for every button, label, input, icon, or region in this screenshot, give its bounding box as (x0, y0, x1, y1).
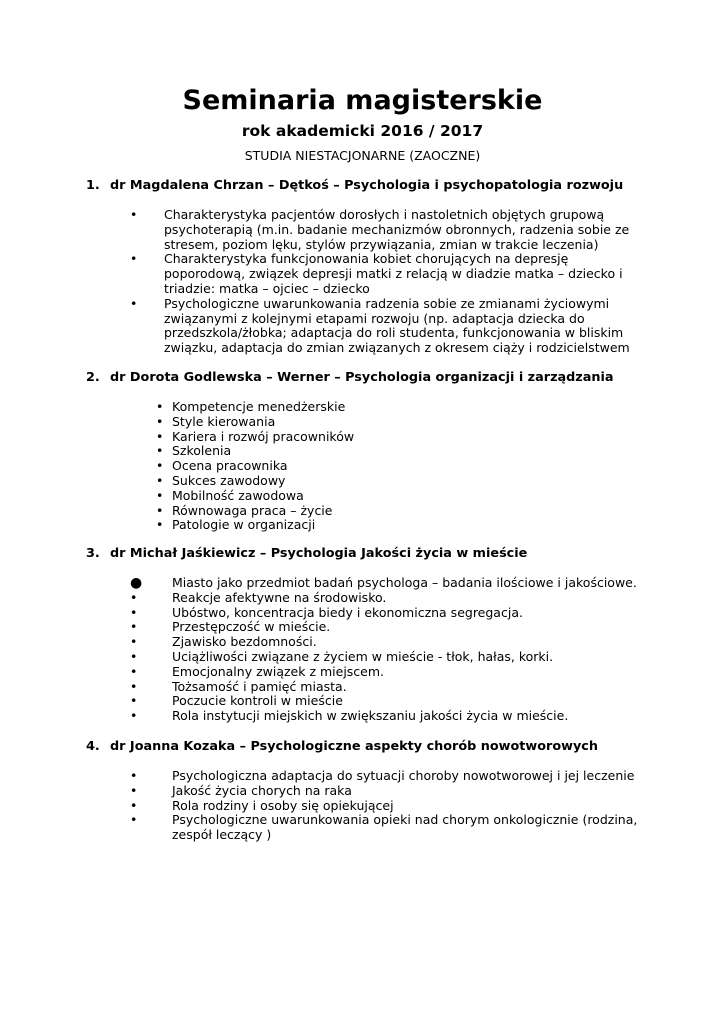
list-item-text: Rola rodziny i osoby się opiekującej (172, 797, 394, 813)
bullet-icon: • (130, 708, 138, 724)
bullet-icon: • (130, 604, 138, 620)
list-item-text: Charakterystyka funkcjonowania kobiet chorujących na depresję poporodową, związek depresji matki z relacją w diadzie matka – dziecko i triadzie: matka – ojciec – dziecko (164, 251, 623, 296)
list-item (130, 634, 652, 650)
bullet-icon: • (156, 502, 164, 518)
list-item (156, 443, 622, 459)
list-item-text: Przestępczość w mieście. (172, 619, 331, 635)
list-item-text: Psychologiczna adaptacja do sytuacji choroby nowotworowej i jej leczenie (172, 768, 635, 783)
list-item-text: Ocena pracownika (172, 458, 288, 474)
list-item (156, 399, 622, 415)
list-item-text: Reakcje afektywne na środowisko. (172, 589, 387, 605)
list-item (156, 428, 622, 445)
section-number: 2. (86, 370, 100, 385)
list-item (130, 797, 652, 814)
section-heading (86, 546, 686, 562)
bullet-icon: • (156, 458, 164, 474)
list-item-text: Miasto jako przedmiot badań psychologa – badania ilościowe i jakościowe. (172, 575, 637, 590)
list-item (130, 207, 634, 252)
section-heading (86, 370, 686, 386)
section-number: 1. (86, 178, 100, 193)
section-title: dr Dorota Godlewska – Werner – Psychologia organizacji i zarządzania (110, 370, 614, 385)
list-item-text: Równowaga praca – życie (172, 502, 333, 518)
list-item-text: Kompetencje menedżerskie (172, 399, 346, 414)
list-item-text: Rola instytucji miejskich w zwiększaniu jakości życia w mieście. (172, 708, 569, 724)
list-item (130, 575, 652, 591)
topic-list-4 (130, 768, 652, 843)
bullet-icon: • (130, 782, 138, 798)
bullet-icon: • (130, 251, 138, 267)
bullet-icon: • (130, 207, 138, 222)
list-item (130, 708, 652, 724)
bullet-icon: • (130, 678, 138, 694)
section-title: dr Magdalena Chrzan – Dętkoś – Psychologia i psychopatologia rozwoju (110, 178, 624, 193)
seminar-section-2 (86, 370, 686, 386)
list-item-text: Emocjonalny związek z miejscem. (172, 663, 385, 679)
list-item (156, 502, 622, 519)
bullet-icon: • (130, 797, 138, 813)
list-item (130, 604, 652, 621)
academic-year: rok akademicki 2016 / 2017 (241, 122, 484, 140)
page-title: Seminaria magisterskie (182, 85, 543, 116)
list-item (130, 812, 652, 843)
bullet-icon: • (130, 812, 138, 828)
seminar-section-1 (86, 178, 686, 194)
list-item-text: Szkolenia (172, 443, 232, 459)
list-item (130, 782, 652, 799)
bullet-icon: • (130, 693, 138, 709)
seminar-section-4 (86, 739, 686, 755)
list-item-text: Patologie w organizacji (172, 517, 316, 533)
bullet-icon: • (130, 634, 138, 650)
list-item (156, 413, 622, 430)
list-item-text: Poczucie kontroli w mieście (172, 693, 343, 709)
bullet-icon: • (156, 487, 164, 503)
list-item (156, 487, 622, 504)
list-item-text: Psychologiczne uwarunkowania radzenia sobie ze zmianami życiowymi związanymi z kolejnymi etapami rozwoju (np. adaptacja dziecka do przedszkola/żłobka; adaptacja do roli studenta, funkcjonowania w bliskim związku, adaptacja do zmian związanych z okresem ciąży i rodzicielstwem (164, 295, 630, 356)
bullet-icon: • (130, 619, 138, 635)
list-item (130, 251, 634, 296)
bullet-icon: • (130, 295, 138, 311)
list-item-text: Psychologiczne uwarunkowania opieki nad chorym onkologicznie (rodzina, zespół leczący ) (172, 812, 638, 843)
list-item (130, 663, 652, 680)
list-item-text: Tożsamość i pamięć miasta. (172, 678, 347, 694)
bullet-icon: • (130, 663, 138, 679)
list-item-text: Jakość życia chorych na raka (172, 782, 352, 798)
list-item (156, 458, 622, 474)
section-heading (86, 739, 686, 755)
list-item (130, 693, 652, 709)
section-number: 4. (86, 739, 100, 754)
topic-list-2 (156, 399, 622, 533)
list-item (130, 619, 652, 635)
list-item-text: Charakterystyka pacjentów dorosłych i nastoletnich objętych grupową psychoterapią (m.in. badanie mechanizmów obronnych, radzenia sobie ze stresem, poziom lęku, stylów przywiązania, zmian w trakcie leczenia) (164, 207, 630, 252)
bullet-icon: • (156, 413, 164, 429)
bullet-icon: • (156, 428, 164, 444)
bullet-icon: • (130, 589, 138, 605)
topic-list-1 (130, 207, 634, 356)
bullet-icon: • (130, 768, 138, 783)
list-item-text: Mobilność zawodowa (172, 487, 304, 503)
list-item (130, 589, 652, 606)
list-item-text: Ubóstwo, koncentracja biedy i ekonomiczna segregacja. (172, 604, 523, 620)
bullet-icon: • (156, 443, 164, 459)
list-item-text: Uciążliwości związane z życiem w mieście - tłok, hałas, korki. (172, 648, 554, 664)
section-heading (86, 178, 686, 194)
list-item (156, 472, 622, 489)
bullet-icon: • (156, 472, 164, 488)
list-item (156, 517, 622, 533)
bullet-icon: • (130, 648, 138, 664)
list-item (130, 678, 652, 695)
list-item-text: Zjawisko bezdomności. (172, 634, 317, 650)
list-item-text: Style kierowania (172, 413, 276, 429)
list-item-text: Sukces zawodowy (172, 472, 286, 488)
study-mode: STUDIA NIESTACJONARNE (ZAOCZNE) (244, 148, 481, 163)
section-title: dr Michał Jaśkiewicz – Psychologia Jakości życia w mieście (110, 546, 528, 561)
section-number: 3. (86, 546, 100, 561)
list-item-text: Kariera i rozwój pracowników (172, 428, 355, 444)
bullet-icon: ● (130, 575, 143, 591)
list-item (130, 648, 652, 665)
seminar-section-3 (86, 546, 686, 562)
topic-list-3 (130, 575, 652, 724)
bullet-icon: • (156, 517, 164, 533)
list-item (130, 295, 634, 356)
section-title: dr Joanna Kozaka – Psychologiczne aspekty chorób nowotworowych (110, 739, 598, 754)
list-item (130, 768, 652, 784)
bullet-icon: • (156, 399, 164, 414)
